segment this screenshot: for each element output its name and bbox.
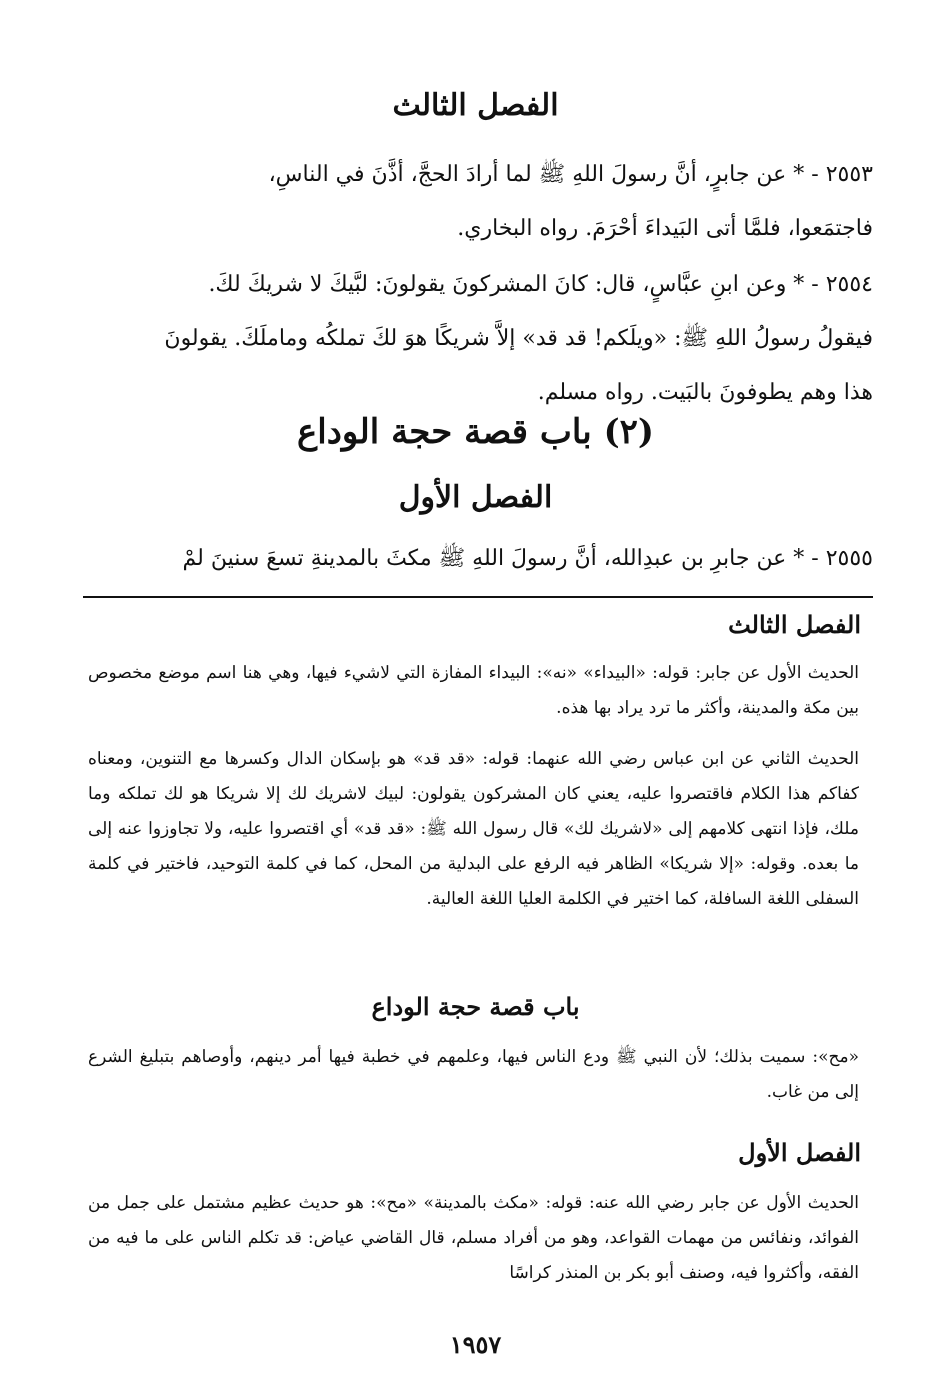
- hadith-2554-line-1: ٢٥٥٤ - * وعن ابنِ عبَّاسٍ، قال: كانَ المشركونَ يقولونَ: لبَّيكَ لا شريكَ لكَ.: [208, 272, 873, 297]
- commentary-text: الحديث الأول عن جابر: قوله: «البيداء» «نه»: البيداء المفازة التي لاشيء فيها، وهي هنا اسم موضع مخصوص بين مكة والمدينة، وأكثر ما ترد يراد بها هذه.: [88, 663, 859, 718]
- page-number: ١٩٥٧: [449, 1330, 502, 1359]
- commentary-section-first-heading: الفصل الأول: [738, 1138, 861, 1167]
- commentary-text: «مح»: سميت بذلك؛ لأن النبي ﷺ ودع الناس فيها، وعلمهم في خطبة فيها أمر دينهم، وأوصاهم بتبليغ الشرع إلى من غاب.: [88, 1047, 859, 1102]
- commentary-para-4: [88, 1186, 859, 1291]
- commentary-para-1: [88, 656, 859, 726]
- hadith-2555: [78, 532, 873, 586]
- hadith-2554-line-2: فيقولُ رسولُ اللهِ ﷺ: «ويلَكم! قد قد» إلاَّ شريكًا هوَ لكَ تملكُه وماملَكَ. يقولونَ: [164, 326, 873, 351]
- commentary-chapter-heading: باب قصة حجة الوداع: [371, 992, 580, 1021]
- hadith-2553-line-1: ٢٥٥٣ - * عن جابرٍ، أنَّ رسولَ اللهِ ﷺ لما أرادَ الحجَّ، أذَّنَ في الناسِ،: [268, 162, 873, 187]
- chapter-title: (٢) باب قصة حجة الوداع: [296, 412, 655, 452]
- section-title-third: الفصل الثالث: [392, 88, 559, 123]
- hadith-2553: [78, 148, 873, 256]
- commentary-text: الحديث الأول عن جابر رضي الله عنه: قوله: «مكث بالمدينة» «مح»: هو حديث عظيم مشتمل على جمل من الفوائد، ونفائس من مهمات القواعد، وهو من أفراد مسلم، قال القاضي عياض: قد تكلم الناس على ما فيه من الفقه، وأكثروا فيه، وصنف أبو بكر بن المنذر كراسًا: [88, 1193, 859, 1283]
- hadith-2553-line-2: فاجتمَعوا، فلمَّا أتى البَيداءَ أحْرَمَ. رواه البخاري.: [457, 216, 873, 241]
- commentary-para-3: [88, 1040, 859, 1110]
- footnote-divider: [83, 596, 873, 598]
- commentary-para-2: [88, 742, 859, 917]
- commentary-section-third-heading: الفصل الثالث: [728, 610, 861, 639]
- hadith-2555-line-1: ٢٥٥٥ - * عن جابرِ بن عبدِالله، أنَّ رسولَ اللهِ ﷺ مكثَ بالمدينةِ تسعَ سنينَ لمْ: [182, 546, 873, 571]
- hadith-2554-line-3: هذا وهم يطوفونَ بالبَيت. رواه مسلم.: [537, 380, 873, 405]
- section-title-first: الفصل الأول: [398, 480, 553, 515]
- commentary-text: الحديث الثاني عن ابن عباس رضي الله عنهما: قوله: «قد قد» هو بإسكان الدال وكسرها مع التنوين، ومعناه كفاكم هذا الكلام فاقتصروا عليه، يعني كان المشركون يقولون: لبيك لاشريك لك إلا شريكا هو لك تملكه وما ملك، فإذا انتهى كلامهم إلى «لاشريك لك» قال رسول الله ﷺ: «قد قد» أي اقتصروا عليه، ولا تجاوزوا عنه إلى ما بعده. وقوله: «إلا شريكا» الظاهر فيه الرفع على البدلية من المحل، كما في كلمة التوحيد، فاختير في كلمة السفلى اللغة السافلة، كما اختير في الكلمة العليا اللغة العالية.: [88, 749, 859, 909]
- hadith-2554: [78, 258, 873, 420]
